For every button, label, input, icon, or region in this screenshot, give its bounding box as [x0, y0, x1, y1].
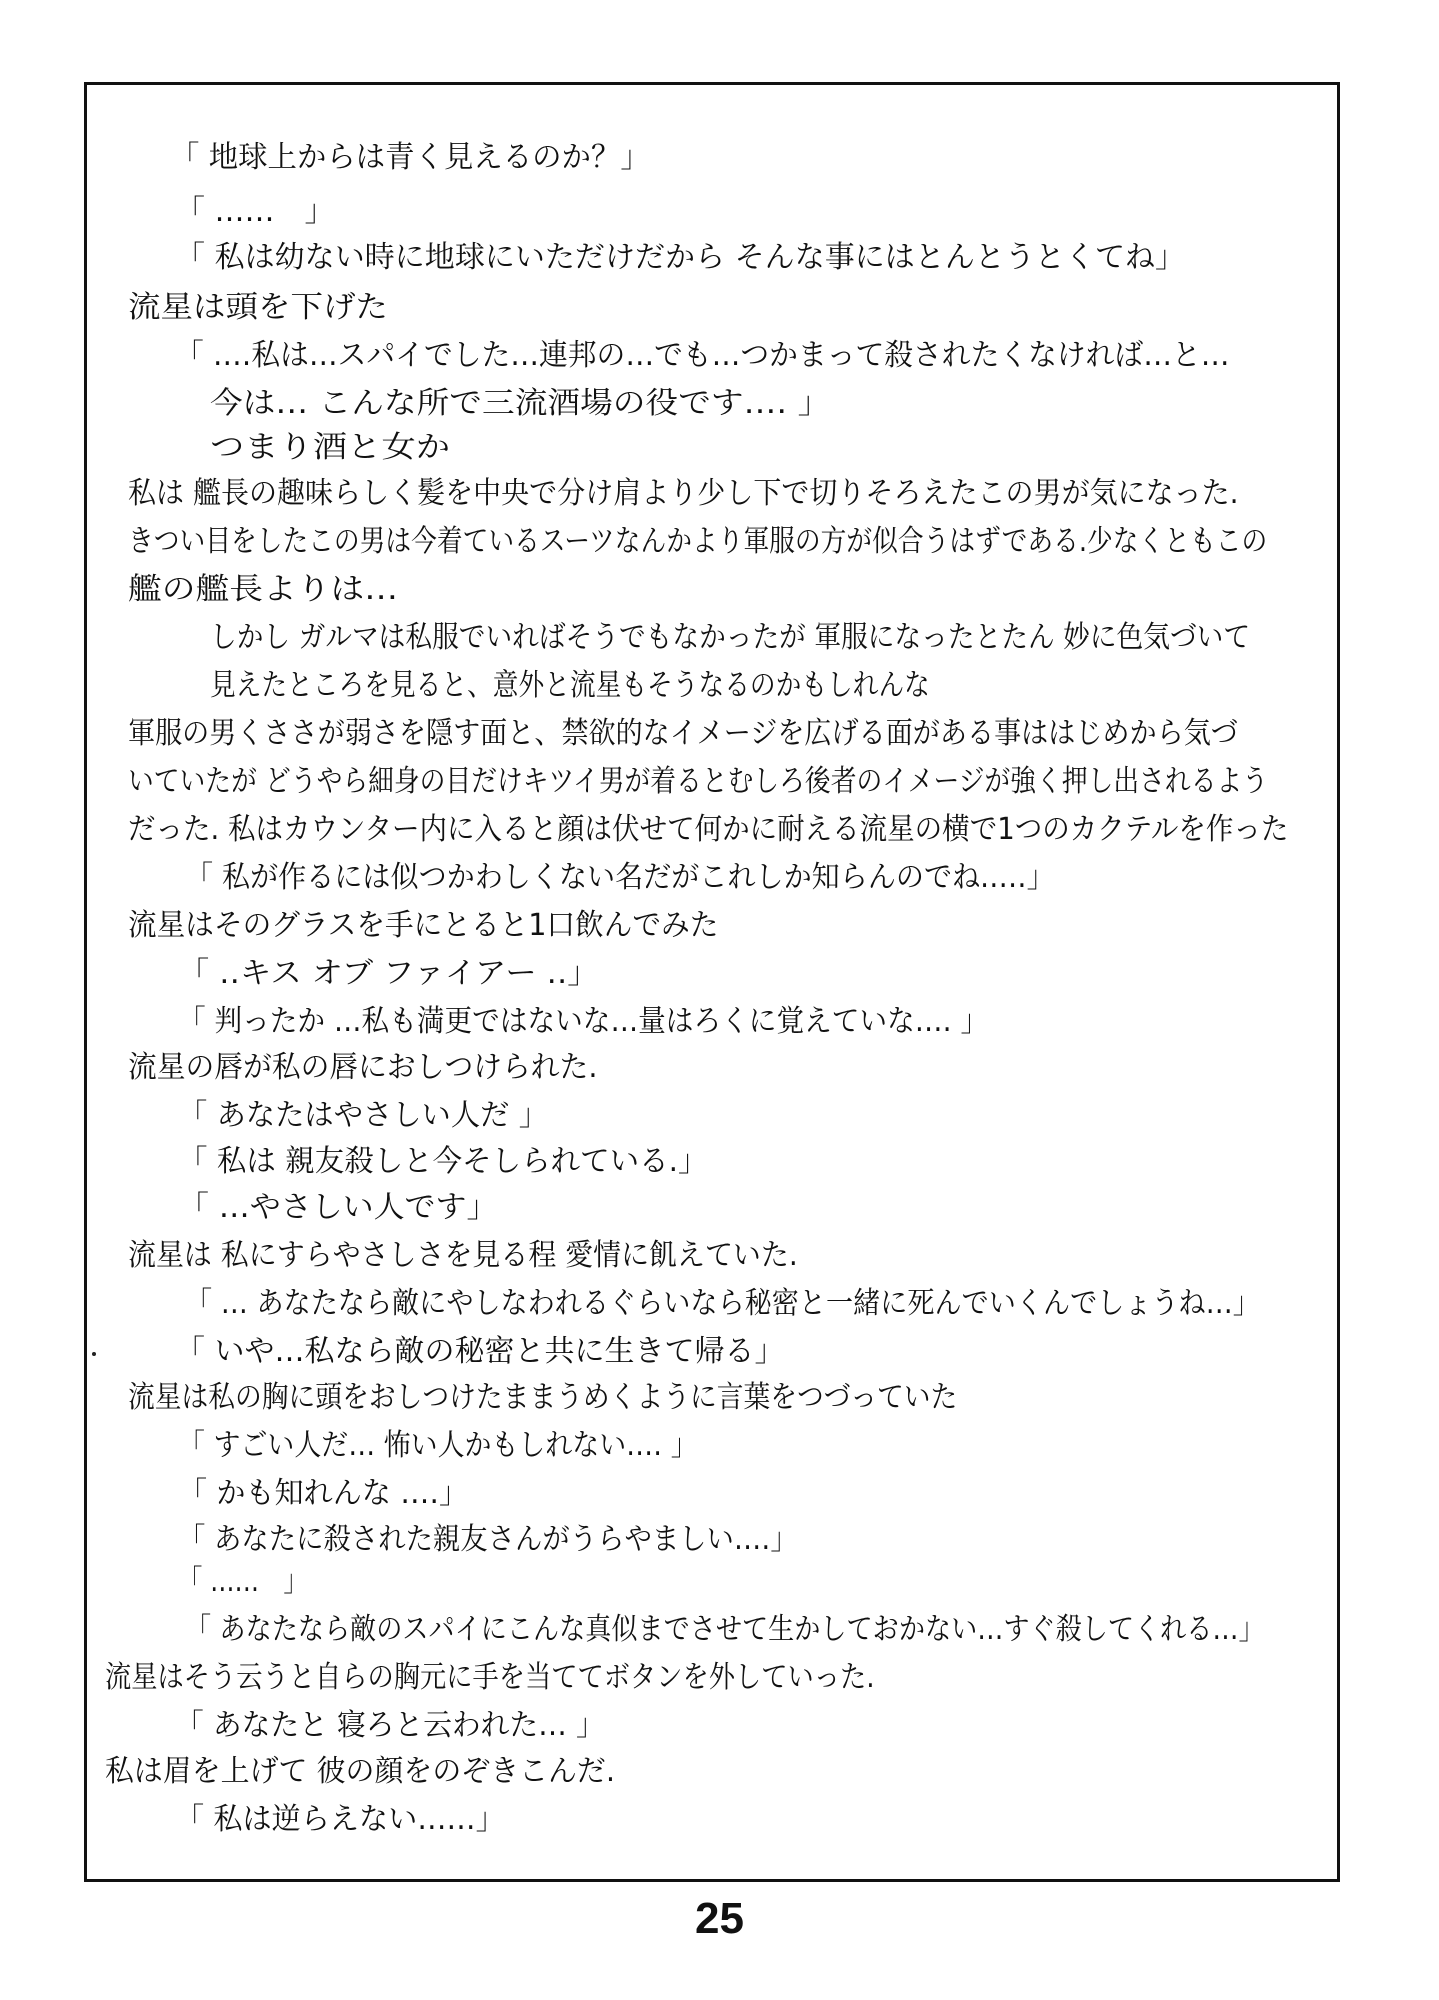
text-line: 「 ‥‥‥ 」	[178, 1564, 308, 1599]
text-line: 「 地球上からは青く見えるのか？」	[170, 140, 650, 175]
text-line: 見えたところを見ると、意外と流星もそうなるのかもしれんな	[210, 668, 930, 703]
stray-dot	[92, 1352, 96, 1356]
text-line: 「 私は幼ない時に地球にいただけだから そんな事にはとんとうとくてね」	[175, 240, 1186, 275]
text-line: 流星は私の胸に頭をおしつけたままうめくように言葉をつづっていた	[128, 1380, 958, 1415]
text-line: つまり酒と女か	[210, 430, 451, 465]
text-line: 「 いや…私なら敵の秘密と共に生きて帰る」	[175, 1334, 785, 1369]
page-number: 25	[695, 1894, 744, 1943]
text-line: 流星は 私にすらやさしさを見る程 愛情に飢えていた.	[128, 1238, 798, 1273]
text-line: いていたが どうやら細身の目だけキツイ男が着るとむしろ後者のイメージが強く押し出されるよう	[128, 764, 1269, 799]
text-line: 流星はそう云うと自らの胸元に手を当ててボタンを外していった.	[105, 1660, 875, 1695]
text-line: 私は眉を上げて 彼の顔をのぞきこんだ.	[105, 1754, 616, 1789]
text-line: 流星は頭を下げた	[128, 290, 388, 325]
text-line: 「 ‥キス オブ ファイアー ‥」	[178, 956, 599, 991]
text-line: 「 あなたに殺された親友さんがうらやましい‥‥」	[178, 1522, 798, 1557]
text-line: 軍服の男くささが弱さを隠す面と、禁欲的なイメージを広げる面がある事ははじめから気づ	[128, 716, 1238, 751]
text-line: 「 … あなたなら敵にやしなわれるぐらいなら秘密と一緒に死んでいくんでしょうね…」	[185, 1286, 1260, 1321]
text-line: 流星はそのグラスを手にとると1口飲んでみた	[128, 908, 719, 943]
text-line: 「 ‥‥私は…スパイでした…連邦の…でも…つかまって殺されたくなければ…と…	[175, 338, 1230, 373]
text-line: 流星の唇が私の唇におしつけられた.	[128, 1050, 598, 1085]
text-line: 「 かも知れんな ‥‥」	[178, 1476, 469, 1511]
text-line: きつい目をしたこの男は今着ているスーツなんかより軍服の方が似合うはずである.少なくともこの	[128, 524, 1268, 559]
text-line: 「 私が作るには似つかわしくない名だがこれしか知らんのでね.‥‥」	[185, 860, 1055, 895]
text-line: 今は… こんな所で三流酒場の役です‥‥ 」	[210, 386, 831, 421]
text-line: 艦の艦長よりは…	[128, 572, 398, 607]
text-line: 「 あなたと 寝ろと云われた… 」	[175, 1708, 605, 1743]
text-line: 「 私は逆らえない‥‥‥」	[175, 1802, 505, 1837]
text-line: しかし ガルマは私服でいればそうでもなかったが 軍服になったとたん 妙に色気づいて	[210, 620, 1251, 655]
text-line: 「 私は 親友殺しと今そしられている.」	[178, 1144, 708, 1179]
text-line: 「 …… 」	[175, 194, 335, 229]
text-line: だった. 私はカウンター内に入ると顔は伏せて何かに耐える流星の横で1つのカクテルを作った	[128, 812, 1289, 847]
text-line: 「 判ったか …私も満更ではないな…量はろくに覚えていな‥‥ 」	[178, 1004, 989, 1039]
text-line: 「 すごい人だ… 怖い人かもしれない‥‥ 」	[178, 1428, 698, 1463]
text-line: 「 あなたはやさしい人だ 」	[178, 1098, 548, 1133]
text-line: 「 …やさしい人です」	[178, 1190, 498, 1225]
text-line: 「 あなたなら敵のスパイにこんな真似までさせて生かしておかない…すぐ殺してくれる…」	[185, 1612, 1265, 1647]
text-line: 私は 艦長の趣味らしく髪を中央で分け肩より少し下で切りそろえたこの男が気になった.	[128, 476, 1239, 511]
